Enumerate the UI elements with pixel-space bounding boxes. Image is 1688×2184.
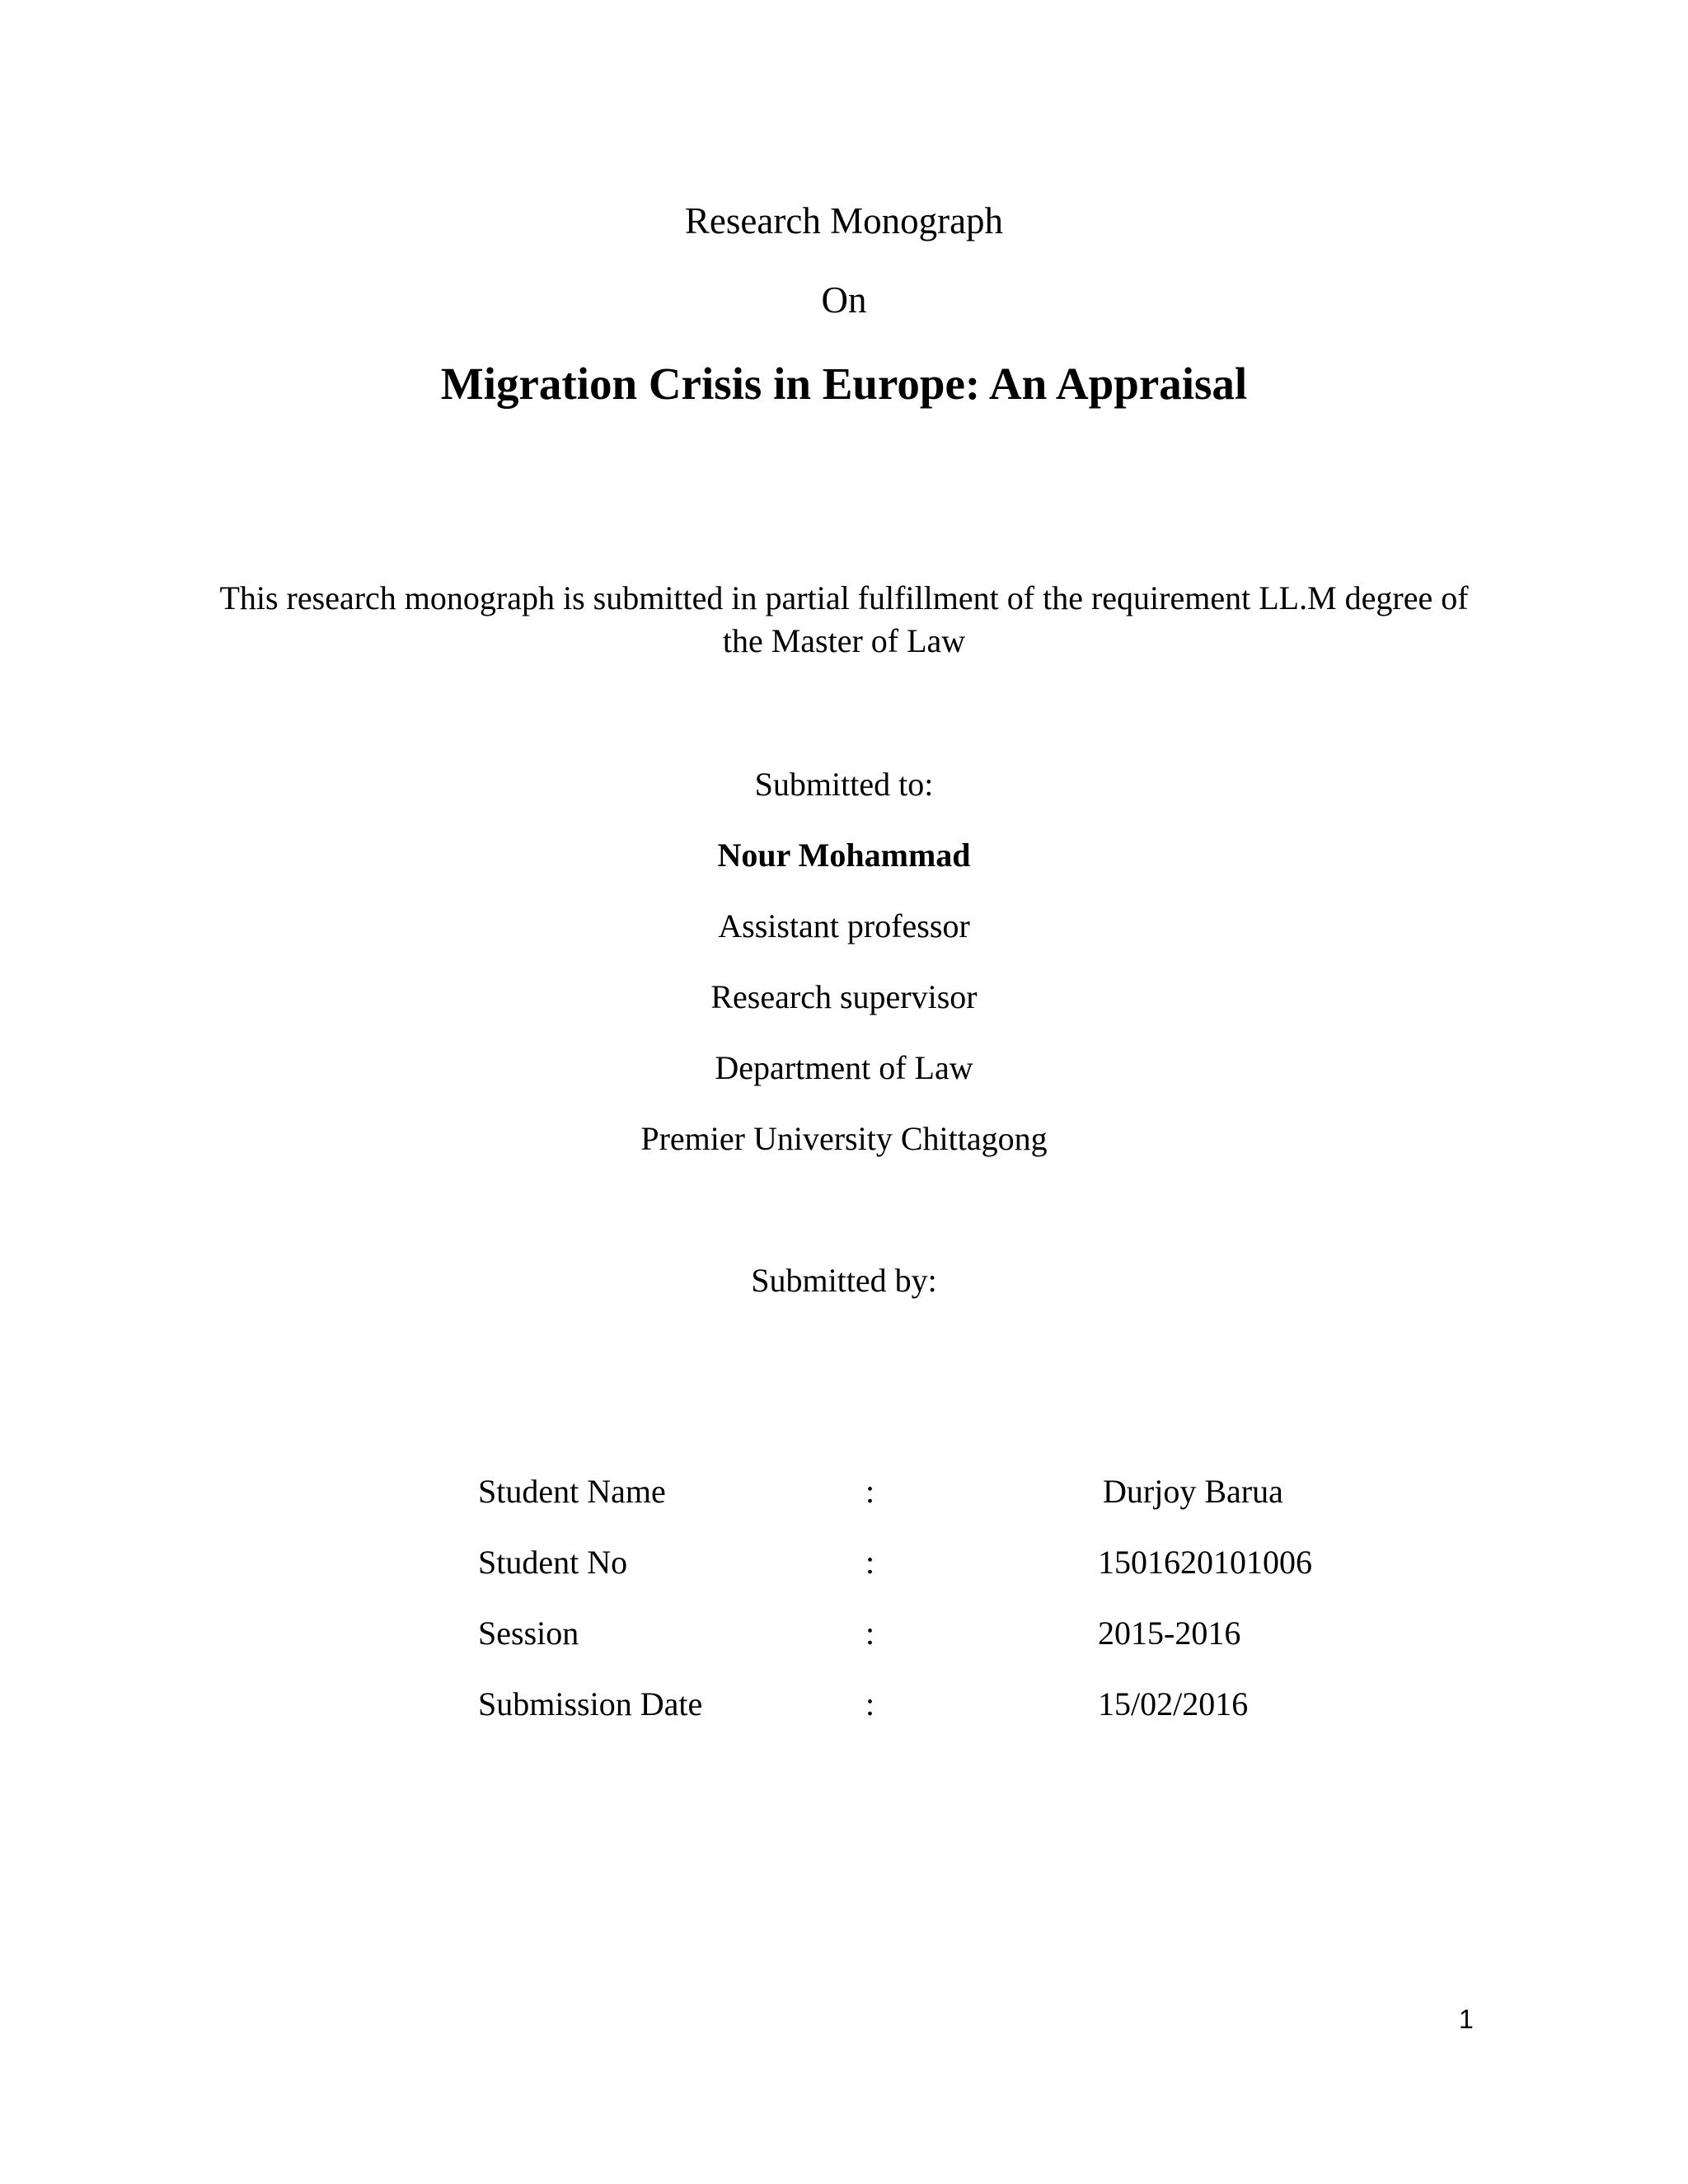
info-separator: : [865, 1685, 875, 1722]
info-value: 2015-2016 [1098, 1615, 1241, 1652]
heading-on: On [821, 279, 867, 321]
supervisor-university: Premier University Chittagong [640, 1120, 1048, 1157]
heading-research-monograph: Research Monograph [684, 200, 1004, 241]
info-value: Durjoy Barua [1103, 1473, 1283, 1510]
page-number: 1 [1459, 2004, 1474, 2034]
info-value: 1501620101006 [1098, 1544, 1312, 1581]
document-title: Migration Crisis in Europe: An Appraisal [440, 359, 1248, 409]
info-label: Submission Date [478, 1685, 703, 1722]
info-separator: : [865, 1544, 875, 1581]
info-row-submission-date [0, 1683, 1688, 1726]
info-separator: : [865, 1473, 875, 1510]
supervisor-title: Assistant professor [718, 907, 970, 944]
fulfillment-statement: This research monograph is submitted in partial fulfillment of the requirement LL.M degree of the Master of Law [219, 579, 1469, 659]
supervisor-department: Department of Law [715, 1049, 973, 1086]
submitted-by-label: Submitted by: [751, 1262, 937, 1299]
info-separator: : [865, 1615, 875, 1652]
info-row-session [0, 1612, 1688, 1655]
supervisor-name: Nour Mohammad [717, 837, 971, 874]
info-label: Session [478, 1615, 579, 1652]
info-label: Student Name [478, 1473, 666, 1510]
supervisor-role: Research supervisor [710, 978, 978, 1015]
info-label: Student No [478, 1544, 628, 1581]
info-row-student-name [0, 1470, 1688, 1513]
info-row-student-no [0, 1541, 1688, 1584]
submitted-to-label: Submitted to: [754, 766, 934, 803]
info-value: 15/02/2016 [1098, 1685, 1249, 1722]
